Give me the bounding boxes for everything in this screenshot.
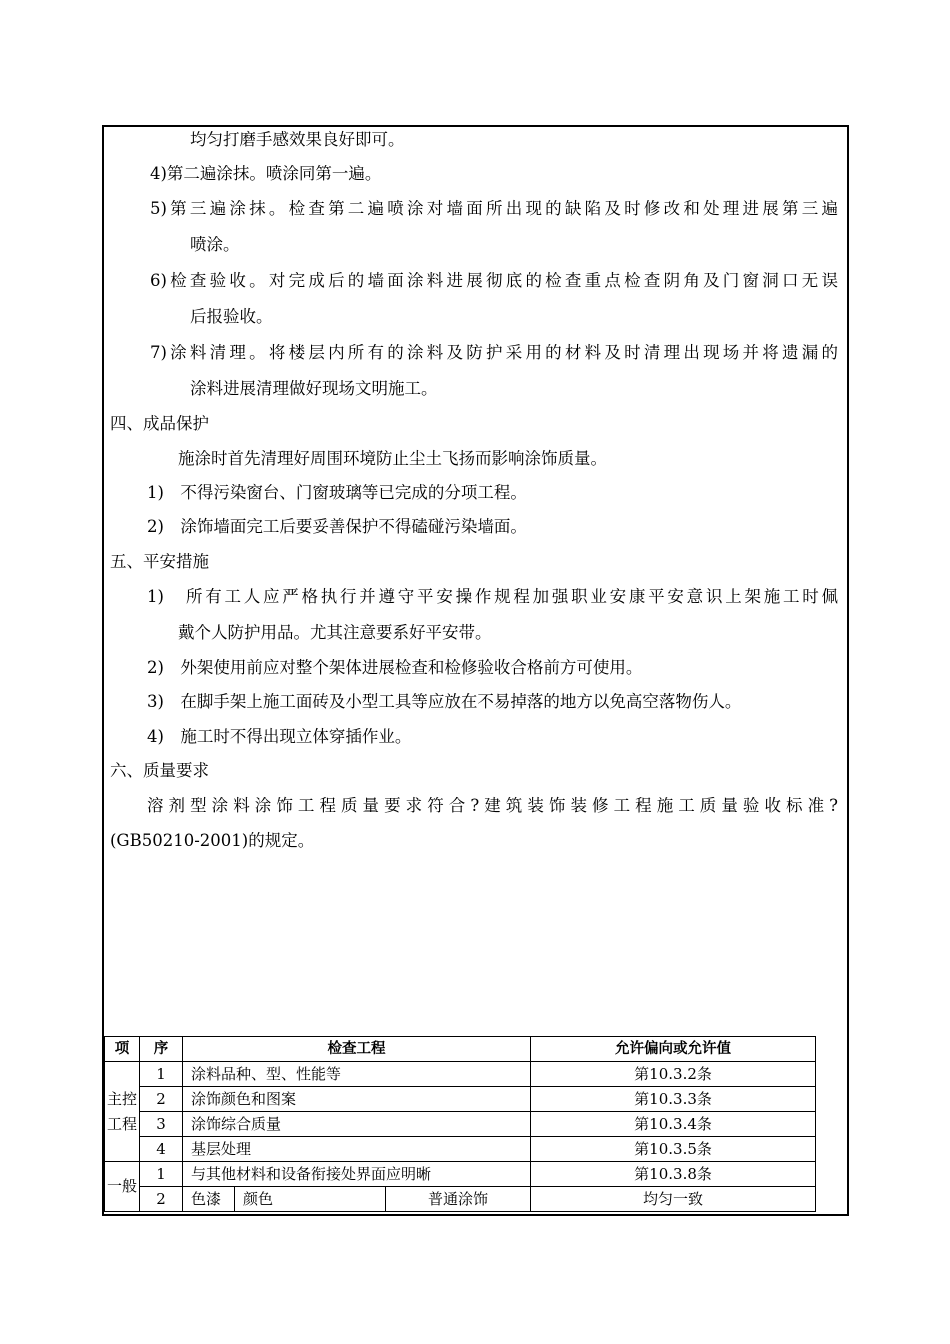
row-value: 第10.3.2条 <box>531 1062 816 1087</box>
section-heading: 五、平安措施 <box>110 552 209 571</box>
row-item: 涂饰综合质量 <box>183 1112 531 1137</box>
row-subitem-color: 颜色 <box>235 1187 386 1212</box>
header-seq: 序 <box>140 1037 183 1062</box>
header-inspection: 检查工程 <box>183 1037 531 1062</box>
row-seq: 4 <box>140 1137 183 1162</box>
text-line: 后报验收。 <box>190 307 273 326</box>
text-line: 施涂时首先清理好周围环境防止尘土飞扬而影响涂饰质量。 <box>178 449 607 468</box>
group-general: 一般 <box>105 1162 140 1212</box>
text-line: 1) 不得污染窗台、门窗玻璃等已完成的分项工程。 <box>147 483 527 502</box>
text-line: (GB50210-2001)的规定。 <box>110 831 315 850</box>
table-row <box>105 1087 816 1112</box>
table-row <box>105 1187 816 1212</box>
table-row <box>105 1162 816 1187</box>
row-seq: 3 <box>140 1112 183 1137</box>
row-value: 第10.3.4条 <box>531 1112 816 1137</box>
text-line: 3) 在脚手架上施工面砖及小型工具等应放在不易掉落的地方以免高空落物伤人。 <box>147 692 742 711</box>
group-main-control: 主控工程 <box>105 1062 140 1162</box>
header-item: 项 <box>105 1037 140 1062</box>
row-seq: 1 <box>140 1062 183 1087</box>
row-subitem-grade: 普通涂饰 <box>386 1187 531 1212</box>
text-line: 涂料进展清理做好现场文明施工。 <box>190 379 438 398</box>
row-item: 涂料品种、型、性能等 <box>183 1062 531 1087</box>
section-heading: 六、质量要求 <box>110 761 209 780</box>
text-line: 2) 外架使用前应对整个架体进展检查和检修验收合格前方可使用。 <box>147 658 643 677</box>
row-seq: 1 <box>140 1162 183 1187</box>
row-item: 基层处理 <box>183 1137 531 1162</box>
row-value: 第10.3.3条 <box>531 1087 816 1112</box>
row-value: 均匀一致 <box>531 1187 816 1212</box>
table-header-row <box>105 1037 816 1062</box>
row-item: 涂饰颜色和图案 <box>183 1087 531 1112</box>
text-line: 戴个人防护用品。尤其注意要系好平安带。 <box>178 623 492 642</box>
header-allowance: 允许偏向或允许值 <box>531 1037 816 1062</box>
row-item: 与其他材料和设备衔接处界面应明晰 <box>183 1162 531 1187</box>
row-value: 第10.3.8条 <box>531 1162 816 1187</box>
text-line: 5)第三遍涂抹。检查第二遍喷涂对墙面所出现的缺陷及时修改和处理进展第三遍 <box>150 199 838 218</box>
text-line: 6)检查验收。对完成后的墙面涂料进展彻底的检查重点检查阴角及门窗洞口无误 <box>150 271 838 290</box>
row-seq: 2 <box>140 1087 183 1112</box>
row-subitem-paint: 色漆 <box>183 1187 235 1212</box>
section-heading: 四、成品保护 <box>110 414 209 433</box>
text-line: 喷涂。 <box>190 235 240 254</box>
table-row <box>105 1137 816 1162</box>
row-value: 第10.3.5条 <box>531 1137 816 1162</box>
text-line: 2) 涂饰墙面完工后要妥善保护不得磕碰污染墙面。 <box>147 517 527 536</box>
text-line: 4)第二遍涂抹。喷涂同第一遍。 <box>150 164 382 183</box>
text-line: 溶剂型涂料涂饰工程质量要求符合?建筑装饰装修工程施工质量验收标准? <box>147 796 838 815</box>
text-line: 4) 施工时不得出现立体穿插作业。 <box>147 727 412 746</box>
table-row <box>105 1062 816 1087</box>
table-row <box>105 1112 816 1137</box>
text-line: 7)涂料清理。将楼层内所有的涂料及防护采用的材料及时清理出现场并将遗漏的 <box>150 343 838 362</box>
text-line: 1) 所有工人应严格执行并遵守平安操作规程加强职业安康平安意识上架施工时佩 <box>147 587 838 606</box>
quality-inspection-table <box>104 1036 816 1212</box>
text-line: 均匀打磨手感效果良好即可。 <box>190 130 405 149</box>
row-seq: 2 <box>140 1187 183 1212</box>
